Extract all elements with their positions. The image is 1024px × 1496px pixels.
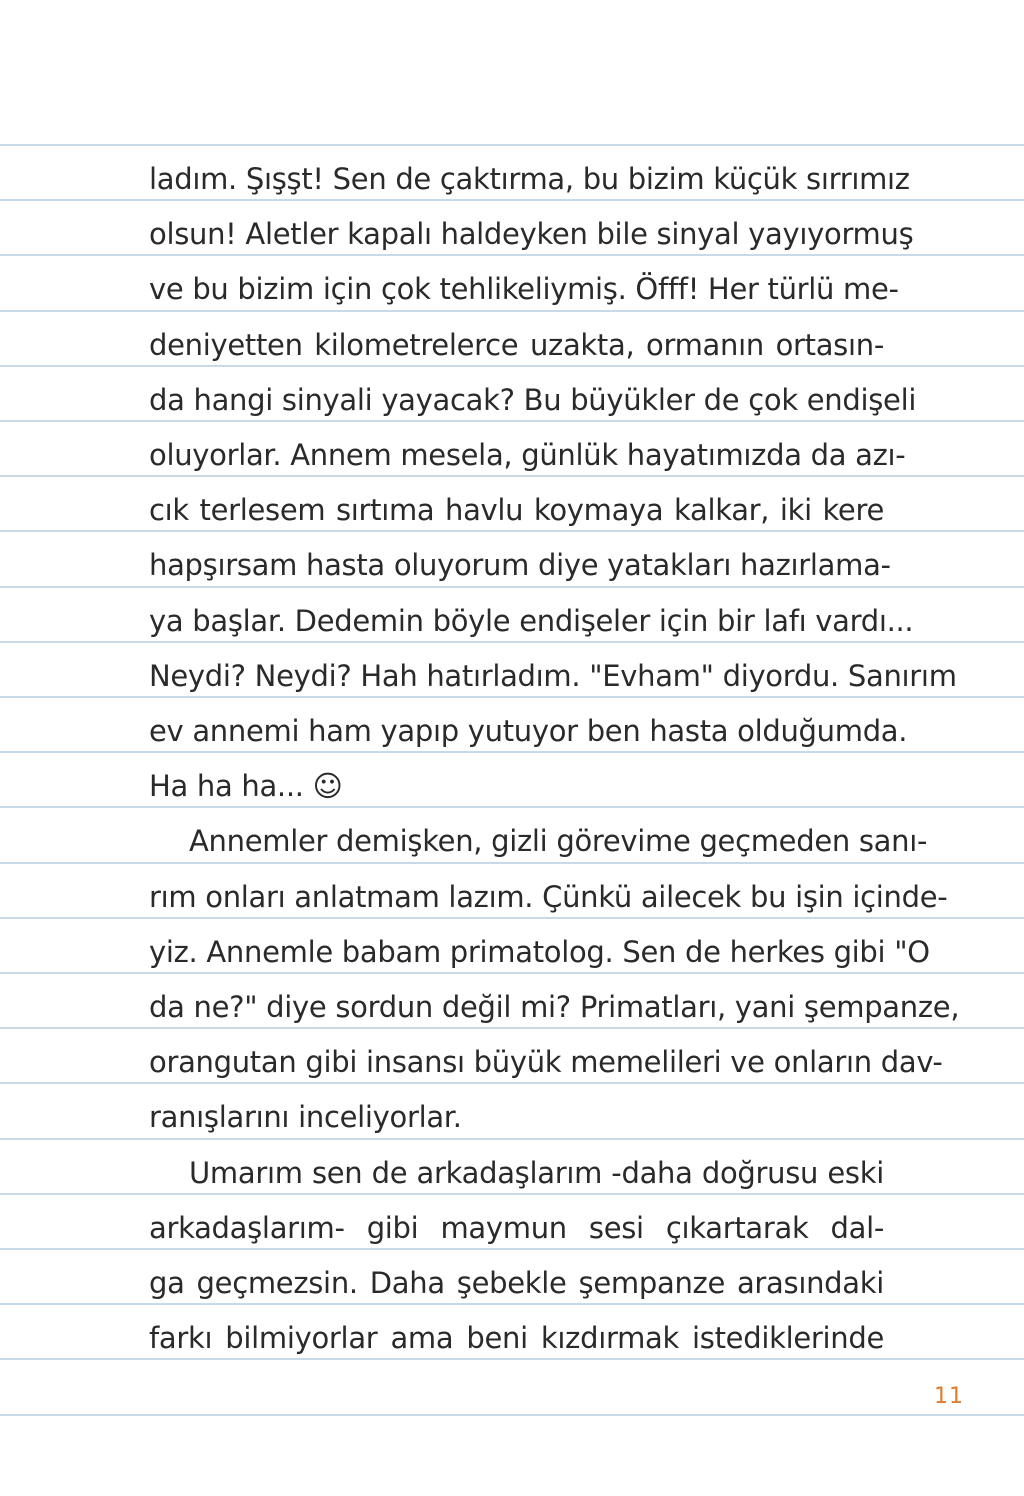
text-line: Ha ha ha... ☺ xyxy=(149,769,343,803)
text-line: rım onları anlatmam lazım. Çünkü ailecek bu işin içinde- xyxy=(149,880,948,914)
text-line: orangutan gibi insansı büyük memelileri ve onların dav- xyxy=(149,1045,943,1079)
text-line: cık terlesem sırtıma havlu koymaya kalkar, iki kere xyxy=(149,493,884,527)
text-line: da ne?" diye sordun değil mi? Primatları, yani şempanze, xyxy=(149,990,960,1024)
text-line: yiz. Annemle babam primatolog. Sen de herkes gibi "O xyxy=(149,935,930,969)
text-line: olsun! Aletler kapalı haldeyken bile sinyal yayıyormuş xyxy=(149,217,914,251)
text-line: da hangi sinyali yayacak? Bu büyükler de çok endişeli xyxy=(149,383,917,417)
text-line: Neydi? Neydi? Hah hatırladım. "Evham" diyordu. Sanırım xyxy=(149,659,957,693)
text-line: ya başlar. Dedemin böyle endişeler için bir lafı vardı... xyxy=(149,604,914,638)
text-line: ve bu bizim için çok tehlikeliymiş. Öfff! Her türlü me- xyxy=(149,272,899,306)
text-line: farkı bilmiyorlar ama beni kızdırmak istediklerinde xyxy=(149,1321,884,1355)
text-line: hapşırsam hasta oluyorum diye yatakları hazırlama- xyxy=(149,548,891,582)
text-line: ranışlarını inceliyorlar. xyxy=(149,1100,462,1134)
text-line: Annemler demişken, gizli görevime geçmeden sanı- xyxy=(189,824,928,858)
text-line: deniyetten kilometrelerce uzakta, ormanın ortasın- xyxy=(149,328,884,362)
page-number: 11 xyxy=(934,1384,964,1409)
ruled-line xyxy=(0,144,1024,146)
text-line: Umarım sen de arkadaşlarım -daha doğrusu eski xyxy=(189,1156,884,1190)
text-line: ladım. Şışşt! Sen de çaktırma, bu bizim küçük sırrımız xyxy=(149,162,910,196)
text-line: ev annemi ham yapıp yutuyor ben hasta olduğumda. xyxy=(149,714,908,748)
ruled-line xyxy=(0,1414,1024,1416)
text-line: arkadaşlarım- gibi maymun sesi çıkartarak dal- xyxy=(149,1211,884,1245)
text-line: oluyorlar. Annem mesela, günlük hayatımızda da azı- xyxy=(149,438,906,472)
text-line: ga geçmezsin. Daha şebekle şempanze arasındaki xyxy=(149,1266,884,1300)
